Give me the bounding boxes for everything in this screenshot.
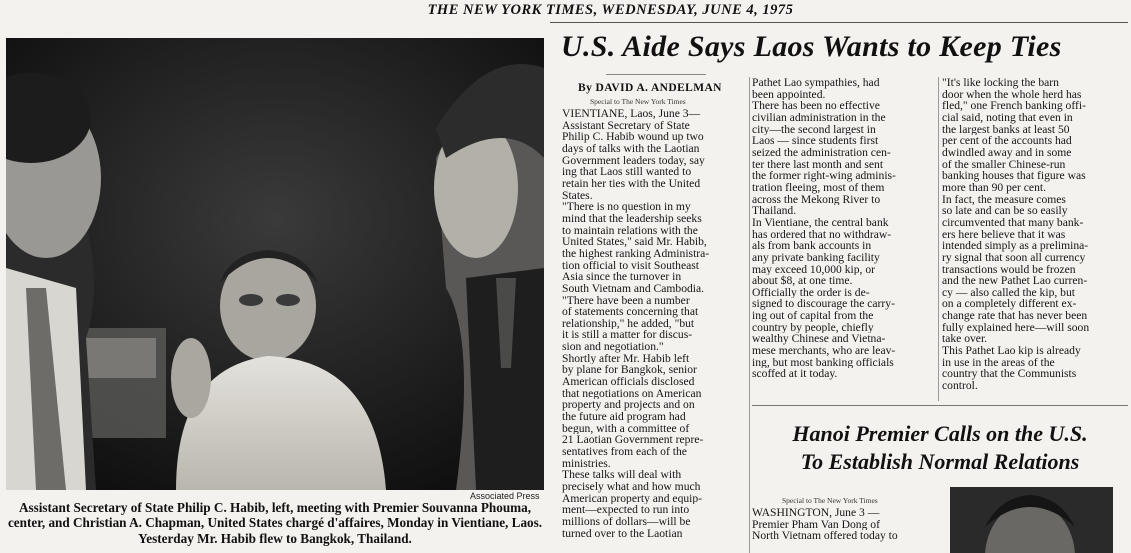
column-rule (938, 77, 939, 401)
second-article-text (752, 507, 938, 542)
text-line: intended simply as a prelimina- (942, 240, 1089, 252)
text-line: Thailand. (752, 205, 797, 217)
text-line: the former right-wing adminis- (752, 170, 896, 182)
text-line: South Vietnam and Cambodia. (562, 282, 705, 295)
text-line: on a completely different ex- (942, 298, 1077, 311)
text-line: sentatives from each of the (562, 446, 687, 458)
text-line: per cent of the accounts had (942, 135, 1072, 147)
text-line: relationship," he added, "but (562, 317, 695, 330)
text-line: any private banking facility (752, 251, 880, 264)
text-line: control. (942, 380, 978, 392)
text-line: ers here believe that it was (942, 228, 1066, 241)
masthead-rule (550, 22, 1128, 23)
text-line: Shortly after Mr. Habib left (562, 352, 690, 365)
column-rule (749, 77, 750, 553)
text-line: ing, but most banking officials (752, 356, 894, 369)
text-line: of the smaller Chinese-run (942, 158, 1066, 171)
text-line: and the new Pathet Lao curren- (942, 275, 1088, 287)
text-line: VIENTIANE, Laos, June 3— (562, 108, 701, 120)
text-line: mese merchants, who are leav- (752, 345, 896, 357)
text-line: across the Mekong River to (752, 193, 881, 206)
text-line: ment—expected to run into (562, 504, 690, 516)
text-line: "It's like locking the barn (942, 77, 1059, 89)
text-line: 21 Laotian Government repre- (562, 434, 704, 447)
photo-illustration (6, 38, 544, 490)
text-line: dwindled away and in some (942, 146, 1072, 159)
text-line: to maintain relations with the (562, 224, 698, 237)
photo-caption: Assistant Secretary of State Philip C. Habib, left, meeting with Premier Souvanna Phouma, center, and Christian A. Chapman, United States chargé d'affaires, Monday in Vientiane, Laos. Yesterday Mr. Habib flew to Bangkok, Thailand. (7, 500, 543, 546)
text-line: civilian administration in the (752, 111, 886, 124)
news-photo (6, 38, 544, 490)
text-line: This Pathet Lao kip is already (942, 345, 1081, 357)
text-line: wealthy Chinese and Vietna- (752, 333, 886, 346)
text-line: property and projects and on (562, 399, 695, 412)
text-line: scoffed at it today. (752, 368, 838, 381)
portrait-illustration (950, 487, 1113, 553)
text-line: change rate that has never been (942, 310, 1088, 322)
text-line: "There have been a number (562, 294, 690, 307)
text-line: days of talks with the Laotian (562, 142, 700, 155)
text-line: Officially the order is de- (752, 286, 870, 299)
text-line: has ordered that no withdraw- (752, 228, 892, 241)
photo-credit: Associated Press (470, 491, 540, 501)
text-line: These talks will deal with (562, 469, 682, 481)
text-line: been appointed. (752, 88, 826, 101)
text-line: tion official to visit Southeast (562, 259, 699, 272)
text-line: transactions would be frozen (942, 263, 1076, 276)
text-line: millions of dollars—will be (562, 515, 691, 528)
text-line: Assistant Secretary of State (562, 119, 690, 132)
article-column-1 (562, 108, 748, 539)
text-line: tration fleeing, most of them (752, 181, 885, 194)
text-line: it is still a matter for discus- (562, 329, 693, 342)
article-headline: U.S. Aide Says Laos Wants to Keep Ties (561, 30, 1062, 63)
second-article-photo (950, 487, 1113, 553)
text-line: In Vientiane, the central bank (752, 216, 889, 229)
text-line: There has been no effective (752, 100, 880, 112)
text-line: als from bank accounts in (752, 240, 872, 252)
text-line: city—the second largest in (752, 123, 876, 136)
text-line: fled," one French banking offi- (942, 100, 1086, 112)
text-line: circumvented that many bank- (942, 216, 1084, 229)
text-line: Pathet Lao sympathies, had (752, 77, 880, 89)
text-line: more than 90 per cent. (942, 181, 1046, 194)
article-column-2 (752, 77, 936, 380)
text-line: United States," said Mr. Habib, (562, 236, 707, 248)
text-line: take over. (942, 333, 988, 346)
text-line: Laos — since students first (752, 135, 879, 147)
dateline-special: Special to The New York Times (590, 97, 686, 106)
byline: By DAVID A. ANDELMAN (578, 82, 722, 94)
text-line: ing out of capital from the (752, 310, 874, 322)
second-headline-line1: Hanoi Premier Calls on the U.S. (792, 421, 1088, 446)
text-line: North Vietnam offered today to (752, 530, 898, 542)
text-line: cial said, noting that even in (942, 111, 1073, 124)
text-line: cy — also called the kip, but (942, 286, 1075, 299)
text-line: American officials disclosed (562, 376, 695, 388)
text-line: precisely what and how much (562, 481, 701, 493)
text-line: "There is no question in my (562, 201, 691, 213)
text-line: of statements concerning that (562, 306, 699, 318)
article-column-3 (942, 77, 1128, 392)
second-dateline-special: Special to The New York Times (782, 496, 878, 505)
text-line: begun, with a committee of (562, 422, 690, 435)
text-line: States. (562, 189, 593, 202)
text-line: ter there last month and sent (752, 158, 884, 171)
text-line: door when the whole herd has (942, 88, 1082, 101)
text-line: in use in the areas of the (942, 356, 1055, 369)
second-headline-line2: To Establish Normal Relations (800, 449, 1080, 474)
second-headline (752, 420, 1128, 476)
text-line: mind that the leadership seeks (562, 212, 702, 225)
text-line: country that the Communists (942, 368, 1077, 381)
text-line: about $8, at one time. (752, 275, 853, 287)
masthead (0, 2, 1131, 19)
text-line: fully explained here—will soon (942, 321, 1090, 334)
text-line: may exceed 10,000 kip, or (752, 263, 875, 276)
text-line: so late and can be so easily (942, 205, 1068, 217)
text-line: turned over to the Laotian (562, 527, 683, 540)
text-line: ry signal that soon all currency (942, 251, 1086, 264)
text-line: country by people, chiefly (752, 321, 874, 334)
text-line: Asia since the turnover in (562, 271, 682, 283)
text-line: by plane for Bangkok, senior (562, 364, 697, 377)
text-line: Philip C. Habib wound up two (562, 131, 704, 143)
text-line: WASHINGTON, June 3 — (752, 507, 880, 519)
byline-rule (606, 74, 706, 75)
text-line: ing that Laos still wanted to (562, 166, 692, 178)
section-rule (752, 405, 1128, 406)
text-line: In fact, the measure comes (942, 193, 1066, 206)
text-line: ministries. (562, 457, 611, 470)
text-line: seized the administration cen- (752, 146, 891, 159)
text-line: Premier Pham Van Dong of (752, 518, 880, 531)
text-line: the highest ranking Administra- (562, 247, 710, 260)
text-line: the largest banks at least 50 (942, 123, 1070, 136)
masthead-text: THE NEW YORK TIMES, WEDNESDAY, JUNE 4, 1975 (427, 2, 794, 18)
text-line: signed to discourage the carry- (752, 298, 895, 311)
text-line: American property and equip- (562, 492, 703, 505)
text-line: that negotiations on American (562, 387, 702, 400)
text-line: Government leaders today, say (562, 154, 705, 167)
text-line: retain her ties with the United (562, 177, 701, 190)
text-line: banking houses that figure was (942, 170, 1086, 182)
text-line: the future aid program had (562, 411, 686, 423)
text-line: sion and negotiation." (562, 341, 664, 353)
